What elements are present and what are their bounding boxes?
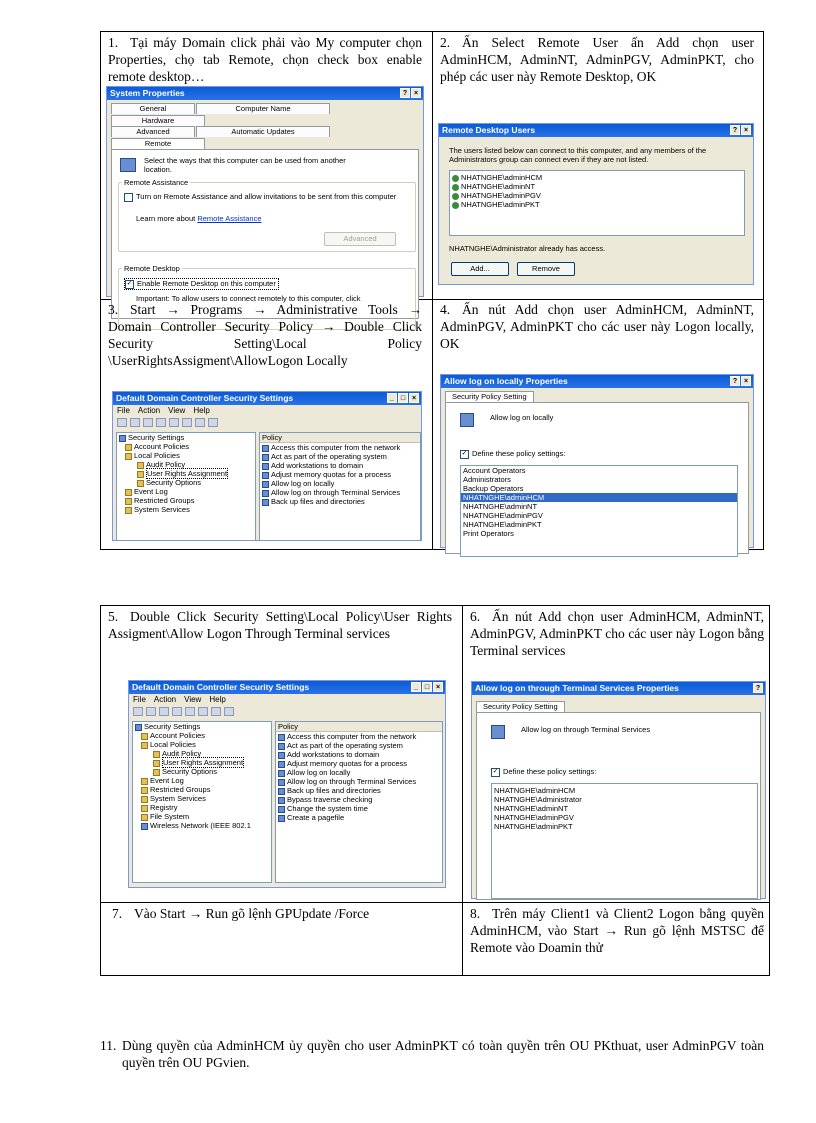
policy-icon	[460, 413, 474, 427]
folder-icon	[137, 462, 144, 469]
tree-item[interactable]	[133, 812, 271, 821]
policy-name: Allow log on locally	[490, 413, 554, 422]
list-item[interactable]: Print Operators	[463, 529, 514, 538]
step-4-body: Ấn nút Add chọn user AdminHCM, AdminNT, AdminPGV, AdminPKT cho các user này Logon locally, OK	[440, 302, 754, 351]
folder-icon	[141, 787, 148, 794]
list-item[interactable]	[260, 488, 420, 497]
folder-icon	[125, 507, 132, 514]
policy-icon	[262, 481, 269, 488]
footer-number: 11.	[100, 1038, 117, 1053]
minimize-icon[interactable]: _	[387, 393, 397, 403]
tree-item[interactable]	[133, 821, 271, 830]
tree-item-label: User Rights Assignment	[163, 758, 244, 767]
tree-item[interactable]	[117, 433, 255, 442]
refresh-icon[interactable]	[195, 418, 205, 427]
tree-item[interactable]	[133, 776, 271, 785]
window-title: System Properties	[110, 88, 185, 98]
list-item-label: Act as part of the operating system	[287, 741, 403, 750]
folder-icon	[153, 760, 160, 767]
security-tree[interactable]	[132, 721, 272, 883]
footer-body: Dùng quyền của AdminHCM ủy quyền cho user AdminPKT có toàn quyền trên OU PKthuat, user AdminPGV toàn quyền trên OU PGvien.	[122, 1038, 764, 1070]
advanced-button[interactable]: Advanced	[324, 232, 396, 246]
table-2-divider-h	[100, 902, 770, 903]
window-titlebar	[439, 124, 753, 137]
tree-item-label: Audit Policy	[162, 749, 202, 758]
tree-item[interactable]	[133, 722, 271, 731]
define-policy-checkbox[interactable]	[460, 449, 565, 459]
tree-item-label: Event Log	[134, 487, 168, 496]
list-item[interactable]: NHATNGHE\adminHCM	[461, 493, 737, 502]
policy-icon	[278, 743, 285, 750]
list-item-label: Allow log on locally	[287, 768, 351, 777]
list-item-label: NHATNGHE\adminHCM	[461, 173, 543, 182]
back-icon[interactable]	[133, 707, 143, 716]
tab-security-policy-setting[interactable]: Security Policy Setting	[476, 701, 565, 712]
user-icon	[452, 175, 459, 182]
show-tree-icon[interactable]	[156, 418, 166, 427]
remote-assistance-learn	[136, 214, 262, 223]
list-item[interactable]	[276, 777, 442, 786]
window-titlebar	[472, 682, 765, 695]
list-item-label: Act as part of the operating system	[271, 452, 387, 461]
tree-item-label: Restricted Groups	[134, 496, 195, 505]
step-5-number: 5.	[108, 609, 119, 624]
properties-icon[interactable]	[182, 418, 192, 427]
tree-item-label: Wireless Network (IEEE 802.1	[150, 821, 251, 830]
remove-button[interactable]: Remove	[517, 262, 575, 276]
list-item[interactable]: NHATNGHE\Administrator	[494, 795, 582, 804]
list-item[interactable]	[276, 768, 442, 777]
tree-item[interactable]	[133, 758, 271, 767]
policy-icon	[262, 463, 269, 470]
window-titlebar	[129, 681, 445, 694]
menu-view[interactable]: View	[168, 406, 186, 415]
define-policy-label: Define these policy settings:	[503, 767, 597, 776]
policy-list[interactable]	[275, 721, 443, 883]
help-icon[interactable]: ?	[730, 125, 740, 135]
step-3-text	[108, 301, 422, 369]
checkbox-box[interactable]	[124, 193, 133, 202]
tree-item[interactable]	[133, 803, 271, 812]
list-item[interactable]: Backup Operators	[463, 484, 524, 493]
list-item-label: Allow log on locally	[271, 479, 335, 488]
tab-hardware[interactable]: Hardware	[111, 115, 205, 126]
folder-icon	[137, 471, 144, 478]
list-item[interactable]	[276, 759, 442, 768]
step-3-body: Start → Programs → Administrative Tools → Domain Controller Security Policy → Double Click Security Setting\Local Policy \UserRightsAssigment\AllowLogon Locally	[108, 302, 422, 368]
help-icon[interactable]	[208, 418, 218, 427]
remote-desktop-users-window	[438, 123, 754, 285]
list-item-label: Allow log on through Terminal Services	[271, 488, 401, 497]
folder-icon	[137, 480, 144, 487]
list-item[interactable]	[276, 750, 442, 759]
tree-item-label: Event Log	[150, 776, 184, 785]
tree-item-label: System Services	[134, 505, 190, 514]
list-item[interactable]: NHATNGHE\adminPGV	[494, 813, 574, 822]
policy-icon	[278, 797, 285, 804]
remote-assistance-checkbox[interactable]	[124, 192, 404, 202]
policy-icon	[262, 472, 269, 479]
tree-item[interactable]	[117, 496, 255, 505]
menu-bar	[129, 694, 445, 705]
close-icon[interactable]: ×	[741, 125, 751, 135]
tab-computer-name[interactable]: Computer Name	[196, 103, 330, 114]
list-item-label: Change the system time	[287, 804, 368, 813]
list-item[interactable]: NHATNGHE\adminNT	[463, 502, 538, 511]
properties-icon[interactable]	[198, 707, 208, 716]
forward-icon[interactable]	[130, 418, 140, 427]
window-title: Default Domain Controller Security Settings	[116, 393, 294, 403]
allow-logon-locally-window	[440, 374, 754, 548]
maximize-icon[interactable]: □	[422, 682, 432, 692]
help-icon[interactable]: ?	[400, 88, 410, 98]
learn-more-text: Learn more about	[136, 214, 196, 223]
table-1-divider-v	[432, 31, 433, 550]
step-2-text	[440, 34, 754, 85]
step-1-number: 1.	[108, 35, 119, 50]
list-item[interactable]	[276, 795, 442, 804]
list-item[interactable]: NHATNGHE\adminHCM	[494, 786, 576, 795]
step-7-number: 7.	[112, 906, 123, 921]
tab-general[interactable]: General	[111, 103, 195, 114]
list-item[interactable]	[260, 452, 420, 461]
tree-item[interactable]	[133, 767, 271, 776]
folder-icon	[141, 805, 148, 812]
help-icon[interactable]	[224, 707, 234, 716]
list-item[interactable]: Administrators	[463, 475, 511, 484]
table-2-divider-v	[462, 605, 463, 976]
forward-icon[interactable]	[146, 707, 156, 716]
tree-item-label: Security Settings	[144, 722, 201, 731]
security-settings-window-1	[112, 391, 422, 541]
step-5-body: Double Click Security Setting\Local Policy\User Rights Assigment\Allow Logon Through Terminal services	[108, 609, 452, 641]
checkbox-checked-icon[interactable]: ✓	[492, 767, 499, 775]
list-item[interactable]	[450, 200, 744, 209]
list-item-label: Access this computer from the network	[271, 443, 401, 452]
policy-icon	[278, 806, 285, 813]
list-item[interactable]	[450, 191, 744, 200]
step-6-number: 6.	[470, 609, 481, 624]
administrator-access-note: NHATNGHE\Administrator already has access.	[449, 244, 606, 253]
list-item-label: Access this computer from the network	[287, 732, 417, 741]
step-8-text	[470, 905, 764, 956]
shield-icon	[135, 724, 142, 731]
enable-remote-desktop-checkbox[interactable]	[124, 278, 279, 290]
list-item[interactable]: NHATNGHE\adminPKT	[494, 822, 573, 831]
step-3-number: 3.	[108, 302, 119, 317]
step-8-number: 8.	[470, 906, 481, 921]
policy-panel	[476, 712, 761, 900]
maximize-icon[interactable]: □	[398, 393, 408, 403]
tree-item[interactable]	[117, 451, 255, 460]
remote-users-description: The users listed below can connect to this computer, and any members of the Administrators group can connect even if they are not listed.	[449, 146, 707, 164]
remote-assistance-link[interactable]: Remote Assistance	[197, 214, 262, 223]
tab-row-2	[107, 126, 423, 149]
list-item[interactable]	[260, 497, 420, 506]
policy-icon	[262, 454, 269, 461]
list-item[interactable]: NHATNGHE\adminPKT	[463, 520, 542, 529]
policy-icon	[278, 788, 285, 795]
back-icon[interactable]	[117, 418, 127, 427]
window-titlebar	[441, 375, 753, 388]
list-item-label: Back up files and directories	[287, 786, 381, 795]
step-8-body: Trên máy Client1 và Client2 Logon bằng quyền AdminHCM, vào Start → Run gõ lệnh MSTSC để Remote vào Doamin thử	[470, 906, 764, 955]
step-1-body: Tại máy Domain click phải vào My computer chọn Properties, chọ tab Remote, chọn check box enable remote desktop…	[108, 35, 422, 84]
tree-item-label: File System	[150, 812, 190, 821]
folder-icon	[125, 444, 132, 451]
folder-icon	[141, 796, 148, 803]
menu-help[interactable]: Help	[209, 695, 226, 704]
list-item[interactable]	[276, 804, 442, 813]
tab-security-policy-setting[interactable]: Security Policy Setting	[445, 391, 534, 402]
list-item[interactable]	[450, 173, 744, 182]
security-settings-window-2	[128, 680, 446, 888]
tree-item-label: Account Policies	[134, 442, 190, 451]
tab-row	[472, 695, 765, 712]
system-properties-window	[106, 86, 424, 303]
folder-icon	[141, 742, 148, 749]
policy-icon	[262, 445, 269, 452]
policy-list[interactable]	[259, 432, 421, 541]
tree-item-label: User Rights Assignment	[147, 469, 228, 478]
refresh-icon[interactable]	[211, 707, 221, 716]
list-item[interactable]	[276, 786, 442, 795]
list-item-label: NHATNGHE\adminPKT	[461, 200, 540, 209]
user-icon	[452, 202, 459, 209]
delete-icon[interactable]	[185, 707, 195, 716]
policy-icon	[278, 734, 285, 741]
menu-action[interactable]: Action	[153, 695, 177, 704]
policy-column-header[interactable]: Policy	[276, 722, 442, 732]
list-item-label: Adjust memory quotas for a process	[287, 759, 408, 768]
step-1-text	[108, 34, 422, 85]
tree-item[interactable]	[117, 478, 255, 487]
folder-icon	[125, 489, 132, 496]
folder-icon	[141, 814, 148, 821]
close-icon[interactable]: ×	[741, 376, 751, 386]
menu-help[interactable]: Help	[193, 406, 210, 415]
close-icon[interactable]: ×	[433, 682, 443, 692]
tree-item[interactable]	[133, 785, 271, 794]
list-item[interactable]	[276, 732, 442, 741]
list-item[interactable]	[276, 741, 442, 750]
list-item-label: Adjust memory quotas for a process	[271, 470, 392, 479]
policy-icon	[278, 752, 285, 759]
tab-advanced[interactable]: Advanced	[111, 126, 195, 137]
list-item[interactable]: NHATNGHE\adminNT	[494, 804, 569, 813]
policy-members-list[interactable]	[460, 465, 738, 557]
define-policy-checkbox[interactable]	[491, 767, 596, 777]
folder-icon	[141, 778, 148, 785]
menu-file[interactable]: File	[117, 406, 130, 415]
list-item-label: Allow log on through Terminal Services	[287, 777, 417, 786]
step-6-body: Ấn nút Add chọn user AdminHCM, AdminNT, AdminPGV, AdminPKT cho các user này Logon bằng Terminal services	[470, 609, 764, 658]
policy-icon	[278, 770, 285, 777]
minimize-icon[interactable]: _	[411, 682, 421, 692]
toolbar	[113, 416, 421, 428]
tree-item[interactable]	[117, 442, 255, 451]
checkbox-checked-icon[interactable]: ✓	[126, 279, 133, 287]
add-button[interactable]: Add...	[451, 262, 509, 276]
list-item[interactable]	[450, 182, 744, 191]
shield-icon	[119, 435, 126, 442]
policy-icon	[262, 499, 269, 506]
computer-icon	[120, 158, 136, 172]
step-4-number: 4.	[440, 302, 451, 317]
user-icon	[452, 184, 459, 191]
window-title: Remote Desktop Users	[442, 125, 536, 135]
tree-item-label: Restricted Groups	[150, 785, 211, 794]
policy-panel	[445, 402, 749, 554]
list-item-label: Back up files and directories	[271, 497, 365, 506]
window-title: Allow log on through Terminal Services Properties	[475, 683, 679, 693]
step-2-number: 2.	[440, 35, 451, 50]
folder-icon	[153, 769, 160, 776]
enable-remote-desktop-label: Enable Remote Desktop on this computer	[137, 279, 276, 288]
folder-icon	[141, 733, 148, 740]
tab-remote[interactable]: Remote	[111, 138, 205, 149]
policy-column-header[interactable]: Policy	[260, 433, 420, 443]
tree-item[interactable]	[117, 505, 255, 514]
tree-item-label: Local Policies	[134, 451, 180, 460]
step-7-text	[112, 905, 456, 922]
folder-icon	[153, 751, 160, 758]
tree-item[interactable]	[117, 469, 255, 478]
list-item[interactable]: NHATNGHE\adminPGV	[463, 511, 543, 520]
tab-automatic-updates[interactable]: Automatic Updates	[196, 126, 330, 137]
step-5-text	[108, 608, 452, 642]
menu-view[interactable]: View	[184, 695, 202, 704]
tree-item[interactable]	[117, 487, 255, 496]
checkbox-checked-icon[interactable]: ✓	[461, 449, 468, 457]
list-item[interactable]	[276, 813, 442, 822]
list-item[interactable]	[260, 443, 420, 452]
tab-row-1	[107, 100, 423, 126]
policy-icon	[278, 761, 285, 768]
window-titlebar	[107, 87, 423, 100]
list-item-label: NHATNGHE\adminNT	[461, 182, 536, 191]
user-icon	[452, 193, 459, 200]
menu-file[interactable]: File	[133, 695, 146, 704]
step-6-text	[470, 608, 764, 659]
tree-item-label: System Services	[150, 794, 206, 803]
policy-icon	[262, 490, 269, 497]
window-title: Default Domain Controller Security Settings	[132, 682, 310, 692]
window-titlebar	[113, 392, 421, 405]
footer-paragraph	[100, 1037, 764, 1071]
step-2-body: Ấn Select Remote User ấn Add chọn user AdminHCM, AdminNT, AdminPGV, AdminPKT, cho phép các user này Remote Desktop, OK	[440, 35, 754, 84]
policy-icon	[278, 779, 285, 786]
remote-desktop-note: Important: To allow users to connect remotely to this computer, click	[136, 294, 361, 303]
folder-icon	[125, 453, 132, 460]
tree-item-label: Registry	[150, 803, 178, 812]
tree-item-label: Security Settings	[128, 433, 185, 442]
list-item-label: Add workstations to domain	[271, 461, 364, 470]
remote-intro: Select the ways that this computer can be used from another location.	[144, 156, 346, 174]
policy-members-list[interactable]	[491, 783, 758, 899]
show-tree-icon[interactable]	[172, 707, 182, 716]
help-icon[interactable]: ?	[753, 683, 763, 693]
policy-icon	[278, 815, 285, 822]
step-4-text	[440, 301, 754, 352]
remote-desktop-group-label: Remote Desktop	[124, 264, 180, 273]
menu-bar	[113, 405, 421, 416]
policy-icon	[491, 725, 505, 739]
list-item[interactable]	[260, 479, 420, 488]
remote-tab-panel	[111, 149, 419, 319]
tree-item-label: Account Policies	[150, 731, 206, 740]
list-item[interactable]: Account Operators	[463, 466, 526, 475]
help-icon[interactable]: ?	[730, 376, 740, 386]
remote-users-list[interactable]	[449, 170, 745, 236]
list-item[interactable]	[260, 470, 420, 479]
list-item[interactable]	[260, 461, 420, 470]
remote-assistance-checkbox-label: Turn on Remote Assistance and allow invitations to be sent from this computer	[136, 192, 397, 201]
menu-action[interactable]: Action	[137, 406, 161, 415]
tree-item-label: Security Options	[162, 767, 218, 776]
define-policy-label: Define these policy settings:	[472, 449, 566, 458]
window-title: Allow log on locally Properties	[444, 376, 568, 386]
remote-assistance-group-label: Remote Assistance	[124, 178, 189, 187]
wireless-icon	[141, 823, 148, 830]
up-icon[interactable]	[159, 707, 169, 716]
list-item-label: NHATNGHE\adminPGV	[461, 191, 541, 200]
up-icon[interactable]	[143, 418, 153, 427]
security-tree[interactable]	[116, 432, 256, 541]
list-item-label: Bypass traverse checking	[287, 795, 373, 804]
policy-name: Allow log on through Terminal Services	[521, 725, 651, 734]
delete-icon[interactable]	[169, 418, 179, 427]
list-item-label: Create a pagefile	[287, 813, 345, 822]
close-icon[interactable]: ×	[411, 88, 421, 98]
tab-row	[441, 388, 753, 402]
allow-logon-terminal-services-window	[471, 681, 766, 899]
list-item-label: Add workstations to domain	[287, 750, 380, 759]
tree-item[interactable]	[133, 731, 271, 740]
tree-item-label: Audit Policy	[146, 460, 186, 469]
toolbar	[129, 705, 445, 717]
tree-item[interactable]	[133, 794, 271, 803]
step-7-body: Vào Start → Run gõ lệnh GPUpdate /Force	[134, 906, 370, 921]
tree-item-label: Security Options	[146, 478, 202, 487]
folder-icon	[125, 498, 132, 505]
tree-item-label: Local Policies	[150, 740, 196, 749]
close-icon[interactable]: ×	[409, 393, 419, 403]
tree-item[interactable]	[133, 740, 271, 749]
